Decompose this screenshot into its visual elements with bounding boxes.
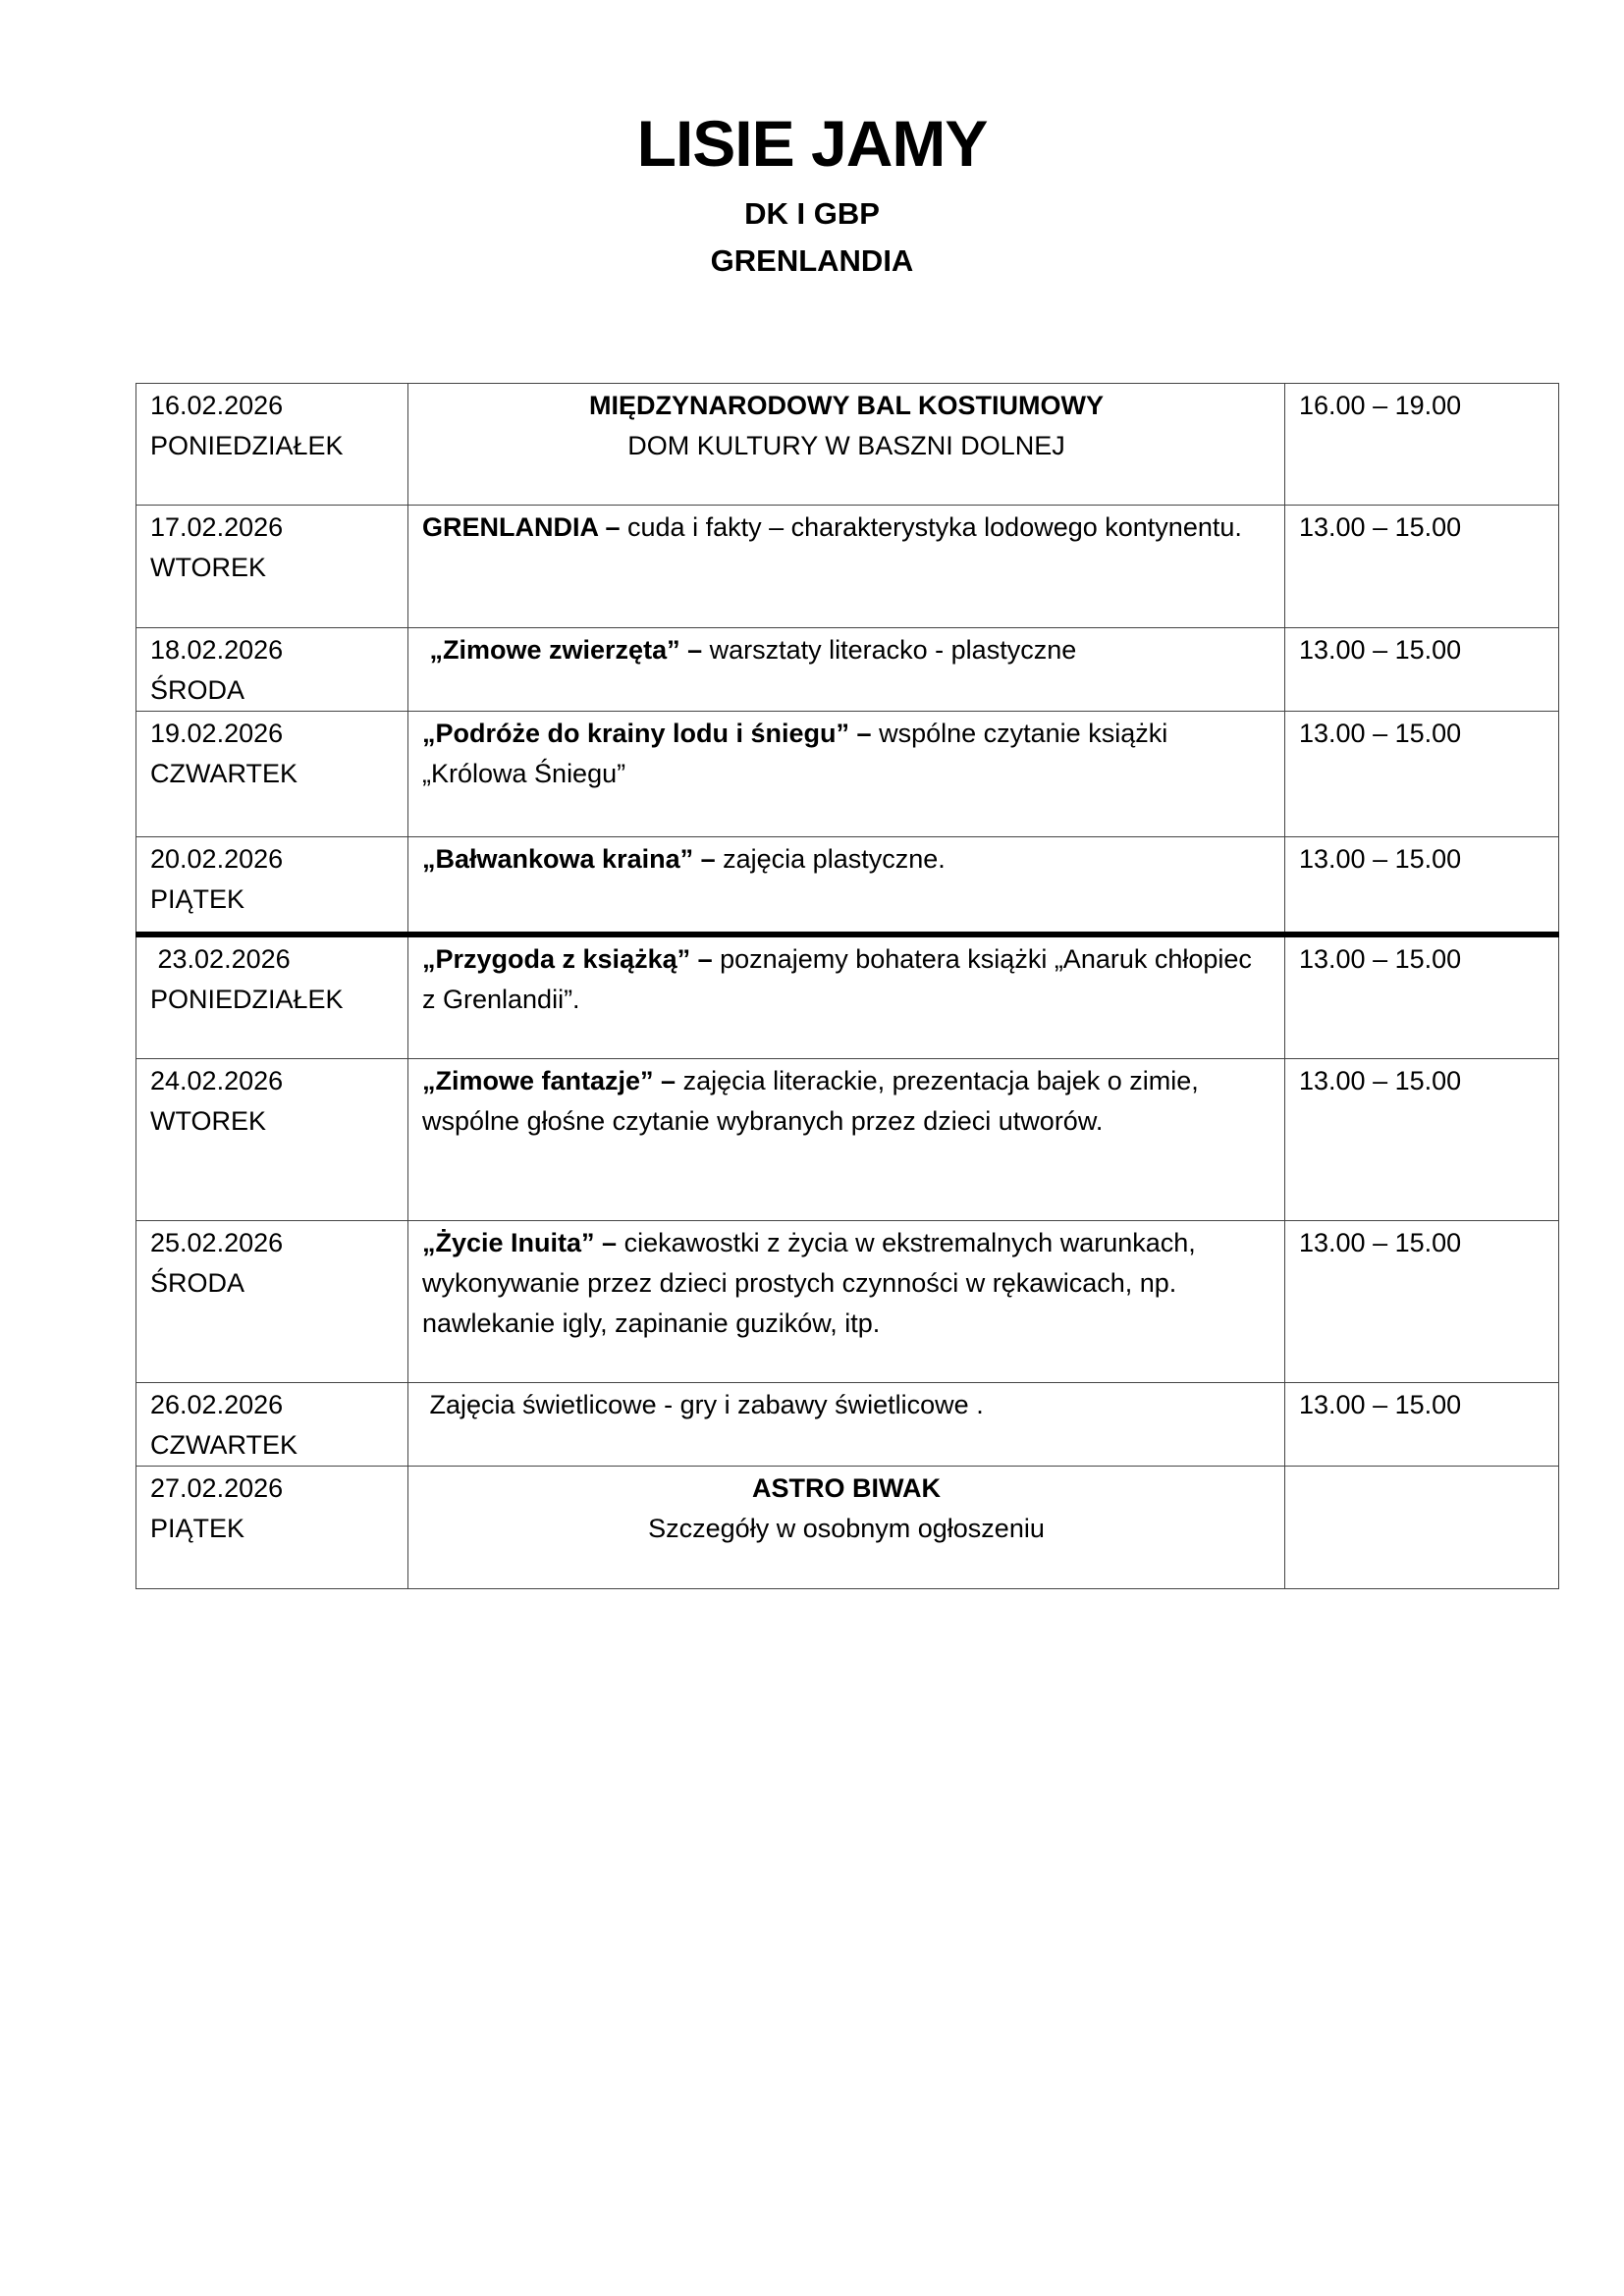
- theme-title: GRENLANDIA: [710, 243, 914, 278]
- time-cell: 13.00 – 15.00: [1285, 712, 1559, 837]
- event-title: ASTRO BIWAK: [752, 1473, 941, 1503]
- date: 26.02.2026: [150, 1390, 284, 1419]
- page-subtitle: DK I GBP: [744, 196, 880, 231]
- weekday: WTOREK: [150, 553, 267, 582]
- time-cell: 13.00 – 15.00: [1285, 1221, 1559, 1383]
- date: 19.02.2026: [150, 719, 284, 748]
- date: 18.02.2026: [150, 635, 284, 665]
- event-cell: [408, 1383, 1285, 1467]
- time-cell: [1285, 1467, 1559, 1589]
- date-cell: [136, 934, 408, 1059]
- time-cell: 16.00 – 19.00: [1285, 384, 1559, 506]
- time-cell: 13.00 – 15.00: [1285, 1383, 1559, 1467]
- event-description: wspólne czytanie książki „Królowa Śniegu”: [422, 719, 1175, 788]
- event-description: DOM KULTURY W BASZNI DOLNEJ: [627, 431, 1065, 460]
- date-cell: [136, 506, 408, 628]
- date-cell: [136, 1383, 408, 1467]
- event-description: poznajemy bohatera książki „Anaruk chłopiec z Grenlandii”.: [422, 943, 1260, 1014]
- weekday: PONIEDZIAŁEK: [150, 431, 344, 460]
- weekday: PONIEDZIAŁEK: [150, 984, 344, 1014]
- date-cell: [136, 1467, 408, 1589]
- event-cell: [408, 712, 1285, 837]
- date-cell: [136, 712, 408, 837]
- table-row: [136, 506, 1559, 628]
- date: 25.02.2026: [150, 1228, 284, 1257]
- weekday: PIĄTEK: [150, 1514, 245, 1543]
- time-cell: 13.00 – 15.00: [1285, 934, 1559, 1059]
- event-cell: [408, 506, 1285, 628]
- table-row: [136, 628, 1559, 712]
- event-description: zajęcia plastyczne.: [715, 844, 946, 874]
- table-row: [136, 1383, 1559, 1467]
- date: 27.02.2026: [150, 1473, 284, 1503]
- event-description: ciekawostki z życia w ekstremalnych warunkach, wykonywanie przez dzieci prostych czynności w rękawicach, np. nawlekanie igly, zapinanie guzików, itp.: [422, 1228, 1204, 1338]
- date: 23.02.2026: [150, 943, 291, 974]
- event-cell: [408, 628, 1285, 712]
- table-row: [136, 1059, 1559, 1221]
- event-cell: [408, 934, 1285, 1059]
- time-cell: 13.00 – 15.00: [1285, 628, 1559, 712]
- event-cell: [408, 1467, 1285, 1589]
- event-title: „Zimowe fantazje” –: [422, 1066, 677, 1095]
- event-title: „Przygoda z książką” –: [422, 943, 713, 974]
- date: 24.02.2026: [150, 1066, 284, 1095]
- event-cell: [408, 1059, 1285, 1221]
- date-cell: [136, 1221, 408, 1383]
- table-row: [136, 384, 1559, 506]
- table-row: [136, 1467, 1559, 1589]
- weekday: ŚRODA: [150, 675, 245, 705]
- event-description: cuda i fakty – charakterystyka lodowego kontynentu.: [620, 512, 1242, 542]
- weekday: ŚRODA: [150, 1268, 245, 1298]
- table-row: [136, 934, 1559, 1059]
- event-description: zajęcia literackie, prezentacja bajek o zimie, wspólne głośne czytanie wybranych przez dzieci utworów.: [422, 1066, 1207, 1136]
- event-title: „Podróże do krainy lodu i śniegu” –: [422, 719, 872, 748]
- event-cell: [408, 384, 1285, 506]
- time-cell: 13.00 – 15.00: [1285, 1059, 1559, 1221]
- weekday: PIĄTEK: [150, 884, 245, 914]
- weekday: CZWARTEK: [150, 759, 298, 788]
- event-title: MIĘDZYNARODOWY BAL KOSTIUMOWY: [589, 391, 1104, 420]
- date-cell: [136, 1059, 408, 1221]
- weekday: WTOREK: [150, 1106, 267, 1136]
- date-cell: [136, 384, 408, 506]
- event-description: Szczegóły w osobnym ogłoszeniu: [648, 1514, 1045, 1543]
- date-cell: [136, 837, 408, 934]
- schedule-table: [135, 383, 1559, 1589]
- event-cell: [408, 1221, 1285, 1383]
- date-cell: [136, 628, 408, 712]
- time-cell: 13.00 – 15.00: [1285, 506, 1559, 628]
- date: 20.02.2026: [150, 844, 284, 874]
- time-cell: 13.00 – 15.00: [1285, 837, 1559, 934]
- table-row: [136, 712, 1559, 837]
- table-row: [136, 837, 1559, 934]
- event-title: „Zimowe zwierzęta” –: [422, 635, 703, 665]
- date: 16.02.2026: [150, 391, 284, 420]
- table-row: [136, 1221, 1559, 1383]
- event-title: „Bałwankowa kraina” –: [422, 844, 716, 874]
- event-title: GRENLANDIA –: [422, 512, 621, 542]
- event-description: warsztaty literacko - plastyczne: [702, 635, 1077, 665]
- date: 17.02.2026: [150, 512, 284, 542]
- weekday: CZWARTEK: [150, 1430, 298, 1460]
- event-description: Zajęcia świetlicowe - gry i zabawy świetlicowe .: [422, 1390, 984, 1419]
- event-cell: [408, 837, 1285, 934]
- page-title: LISIE JAMY: [636, 107, 988, 180]
- event-title: „Życie Inuita” –: [422, 1228, 618, 1257]
